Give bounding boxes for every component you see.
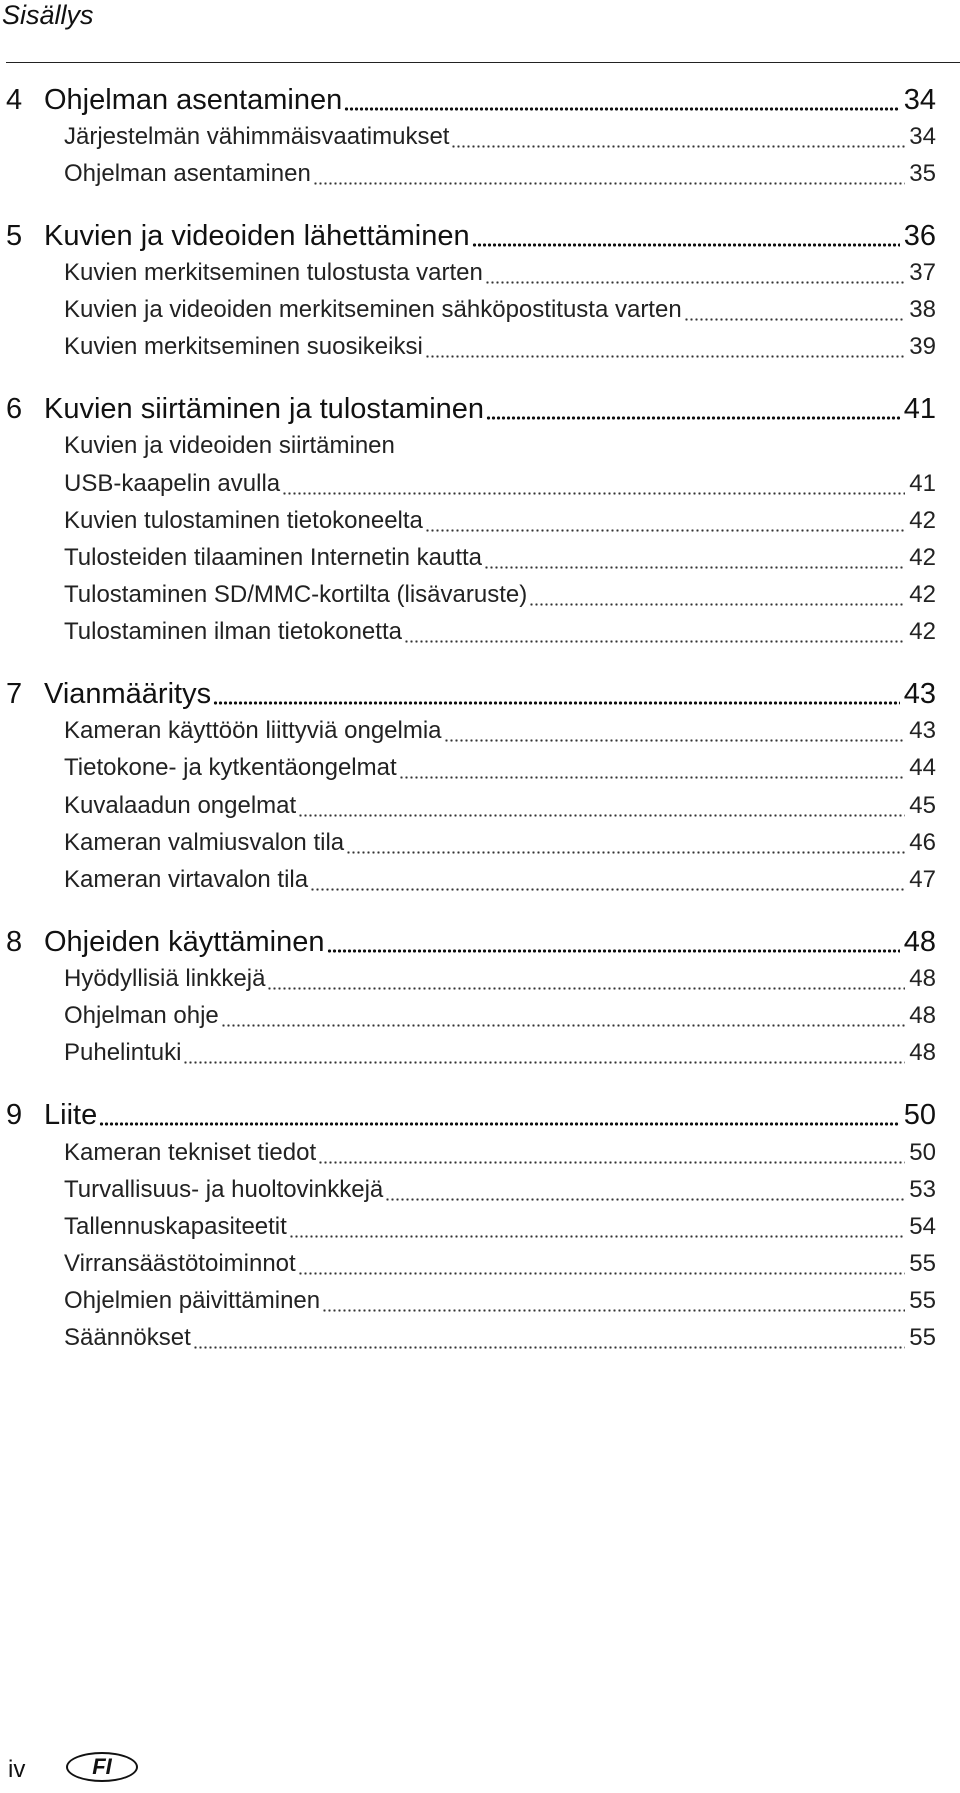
page-number: 48 [909,1002,936,1029]
section-title: Kameran käyttöön liittyviä ongelmia [64,717,442,744]
chapter-title: Ohjeiden käyttäminen [44,926,325,958]
toc-section-entry[interactable] [64,749,936,787]
chapter-title: Kuvien ja videoiden lähettäminen [44,220,470,252]
dot-leader [193,1329,906,1349]
section-title: Tulostaminen SD/MMC-kortilta (lisävaruste) [64,581,528,608]
page-number: 34 [903,84,936,116]
page-header [0,0,960,67]
section-title: Kameran tekniset tiedot [64,1139,317,1166]
section-title: Tallennuskapasiteetit [64,1213,287,1240]
section-title: Järjestelmän vähimmäisvaatimukset [64,123,450,150]
toc-section-entry[interactable] [64,291,936,329]
chapter-number: 9 [6,1099,23,1131]
section-title: Kuvien merkitseminen suosikeiksi [64,333,423,360]
toc-chapter-entry[interactable] [6,675,936,713]
dot-leader [425,338,905,358]
page-number: 48 [909,965,936,992]
page-number: 50 [903,1099,936,1131]
page-number: 55 [909,1324,936,1351]
page-number: 42 [909,581,936,608]
section-title: Kuvien ja videoiden siirtäminen [64,432,395,459]
page-number: 47 [909,866,936,893]
section-title: Kuvien ja videoiden merkitseminen sähköpostitusta varten [64,296,682,323]
page-number: 43 [909,717,936,744]
dot-leader [344,91,900,111]
section-title: Ohjelman ohje [64,1002,219,1029]
section-title: Puhelintuki [64,1039,182,1066]
footer-page-number: iv [8,1756,26,1783]
toc-section-entry[interactable] [64,787,936,825]
page-number: 48 [903,926,936,958]
dot-leader [346,834,905,854]
toc-section-entry[interactable] [64,960,936,998]
chapter-title: Ohjelman asentaminen [44,84,343,116]
page-number: 35 [909,160,936,187]
dot-leader [298,1255,906,1275]
dot-leader [484,549,905,569]
page-number: 42 [909,507,936,534]
section-title: Ohjelmien päivittäminen [64,1287,321,1314]
chapter-title: Liite [44,1099,98,1131]
dot-leader [425,512,905,532]
dot-leader [213,685,900,705]
toc-chapter-entry[interactable] [6,81,936,119]
chapter-number: 8 [6,926,23,958]
section-title: Hyödyllisiä linkkejä [64,965,266,992]
toc-section-entry[interactable] [64,576,936,614]
page-number: 45 [909,792,936,819]
toc-section-entry[interactable] [64,861,936,899]
page-footer [0,1748,960,1793]
dot-leader [485,264,905,284]
toc-section-entry[interactable] [64,328,936,366]
toc-section-entry[interactable] [64,997,936,1035]
page-number: 37 [909,259,936,286]
dot-leader [298,797,905,817]
toc-section-entry[interactable] [64,539,936,577]
dot-leader [313,165,905,185]
dot-leader [385,1181,905,1201]
toc-section-entry[interactable] [64,712,936,750]
toc-chapter-entry[interactable] [6,923,936,961]
dot-leader [399,759,906,779]
section-title: Tulosteiden tilaaminen Internetin kautta [64,544,483,571]
toc-section-entry[interactable] [64,1034,936,1072]
toc-section-entry[interactable] [64,118,936,156]
page-number: 42 [909,618,936,645]
section-title: Kameran valmiusvalon tila [64,829,345,856]
header-divider [6,62,960,63]
dot-leader [404,623,905,643]
page-number: 44 [909,754,936,781]
chapter-title: Kuvien siirtäminen ja tulostaminen [44,393,485,425]
page-number: 55 [909,1287,936,1314]
dot-leader [221,1007,906,1027]
toc-section-entry[interactable] [64,1282,936,1320]
dot-leader [684,301,906,321]
page-number: 41 [903,393,936,425]
section-title: Tulostaminen ilman tietokonetta [64,618,402,645]
toc-section-entry[interactable] [64,427,936,465]
page-number: 55 [909,1250,936,1277]
section-title: Säännökset [64,1324,191,1351]
chapter-number: 7 [6,678,23,710]
toc-section-entry[interactable] [64,1134,936,1172]
page-number: 42 [909,544,936,571]
page-number: 38 [909,296,936,323]
chapter-number: 5 [6,220,23,252]
section-title: Tietokone- ja kytkentäongelmat [64,754,397,781]
dot-leader [310,871,905,891]
page-number: 34 [909,123,936,150]
dot-leader [486,400,900,420]
toc-section-entry[interactable] [64,465,936,503]
chapter-number: 6 [6,393,23,425]
dot-leader [322,1292,905,1312]
dot-leader [183,1044,905,1064]
dot-leader [318,1144,905,1164]
dot-leader [472,227,900,247]
page-number: 36 [903,220,936,252]
toc-chapter-entry[interactable] [6,217,936,255]
section-title: Turvallisuus- ja huoltovinkkejä [64,1176,384,1203]
chapter-number: 4 [6,84,23,116]
dot-leader [267,970,905,990]
section-title: Virransäästötoiminnot [64,1250,296,1277]
toc-section-entry[interactable] [64,1319,936,1357]
toc-section-entry[interactable] [64,1171,936,1209]
page-number: 50 [909,1139,936,1166]
dot-leader [529,586,905,606]
page-number: 39 [909,333,936,360]
dot-leader [451,128,905,148]
toc-section-entry[interactable] [64,1245,936,1283]
toc-section-entry[interactable] [64,254,936,292]
page-title: Sisällys [2,0,94,30]
chapter-title: Vianmääritys [44,678,212,710]
toc-section-entry[interactable] [64,613,936,651]
page-number: 46 [909,829,936,856]
section-title: Kuvien tulostaminen tietokoneelta [64,507,423,534]
dot-leader [444,722,906,742]
dot-leader [99,1106,900,1126]
page-number: 41 [909,470,936,497]
language-badge: FI [66,1752,138,1782]
toc-chapter-entry[interactable] [6,1096,936,1134]
section-title: Ohjelman asentaminen [64,160,311,187]
page-number: 43 [903,678,936,710]
dot-leader [282,475,905,495]
section-title: Kuvien merkitseminen tulostusta varten [64,259,483,286]
page-number: 54 [909,1213,936,1240]
page-number: 48 [909,1039,936,1066]
toc-section-entry[interactable] [64,502,936,540]
section-title: Kameran virtavalon tila [64,866,309,893]
toc-chapter-entry[interactable] [6,390,936,428]
toc-section-entry[interactable] [64,155,936,193]
toc-section-entry[interactable] [64,1208,936,1246]
dot-leader [327,933,900,953]
dot-leader [289,1218,905,1238]
toc-section-entry[interactable] [64,824,936,862]
section-title: Kuvalaadun ongelmat [64,792,297,819]
page-number: 53 [909,1176,936,1203]
section-title: USB-kaapelin avulla [64,470,281,497]
